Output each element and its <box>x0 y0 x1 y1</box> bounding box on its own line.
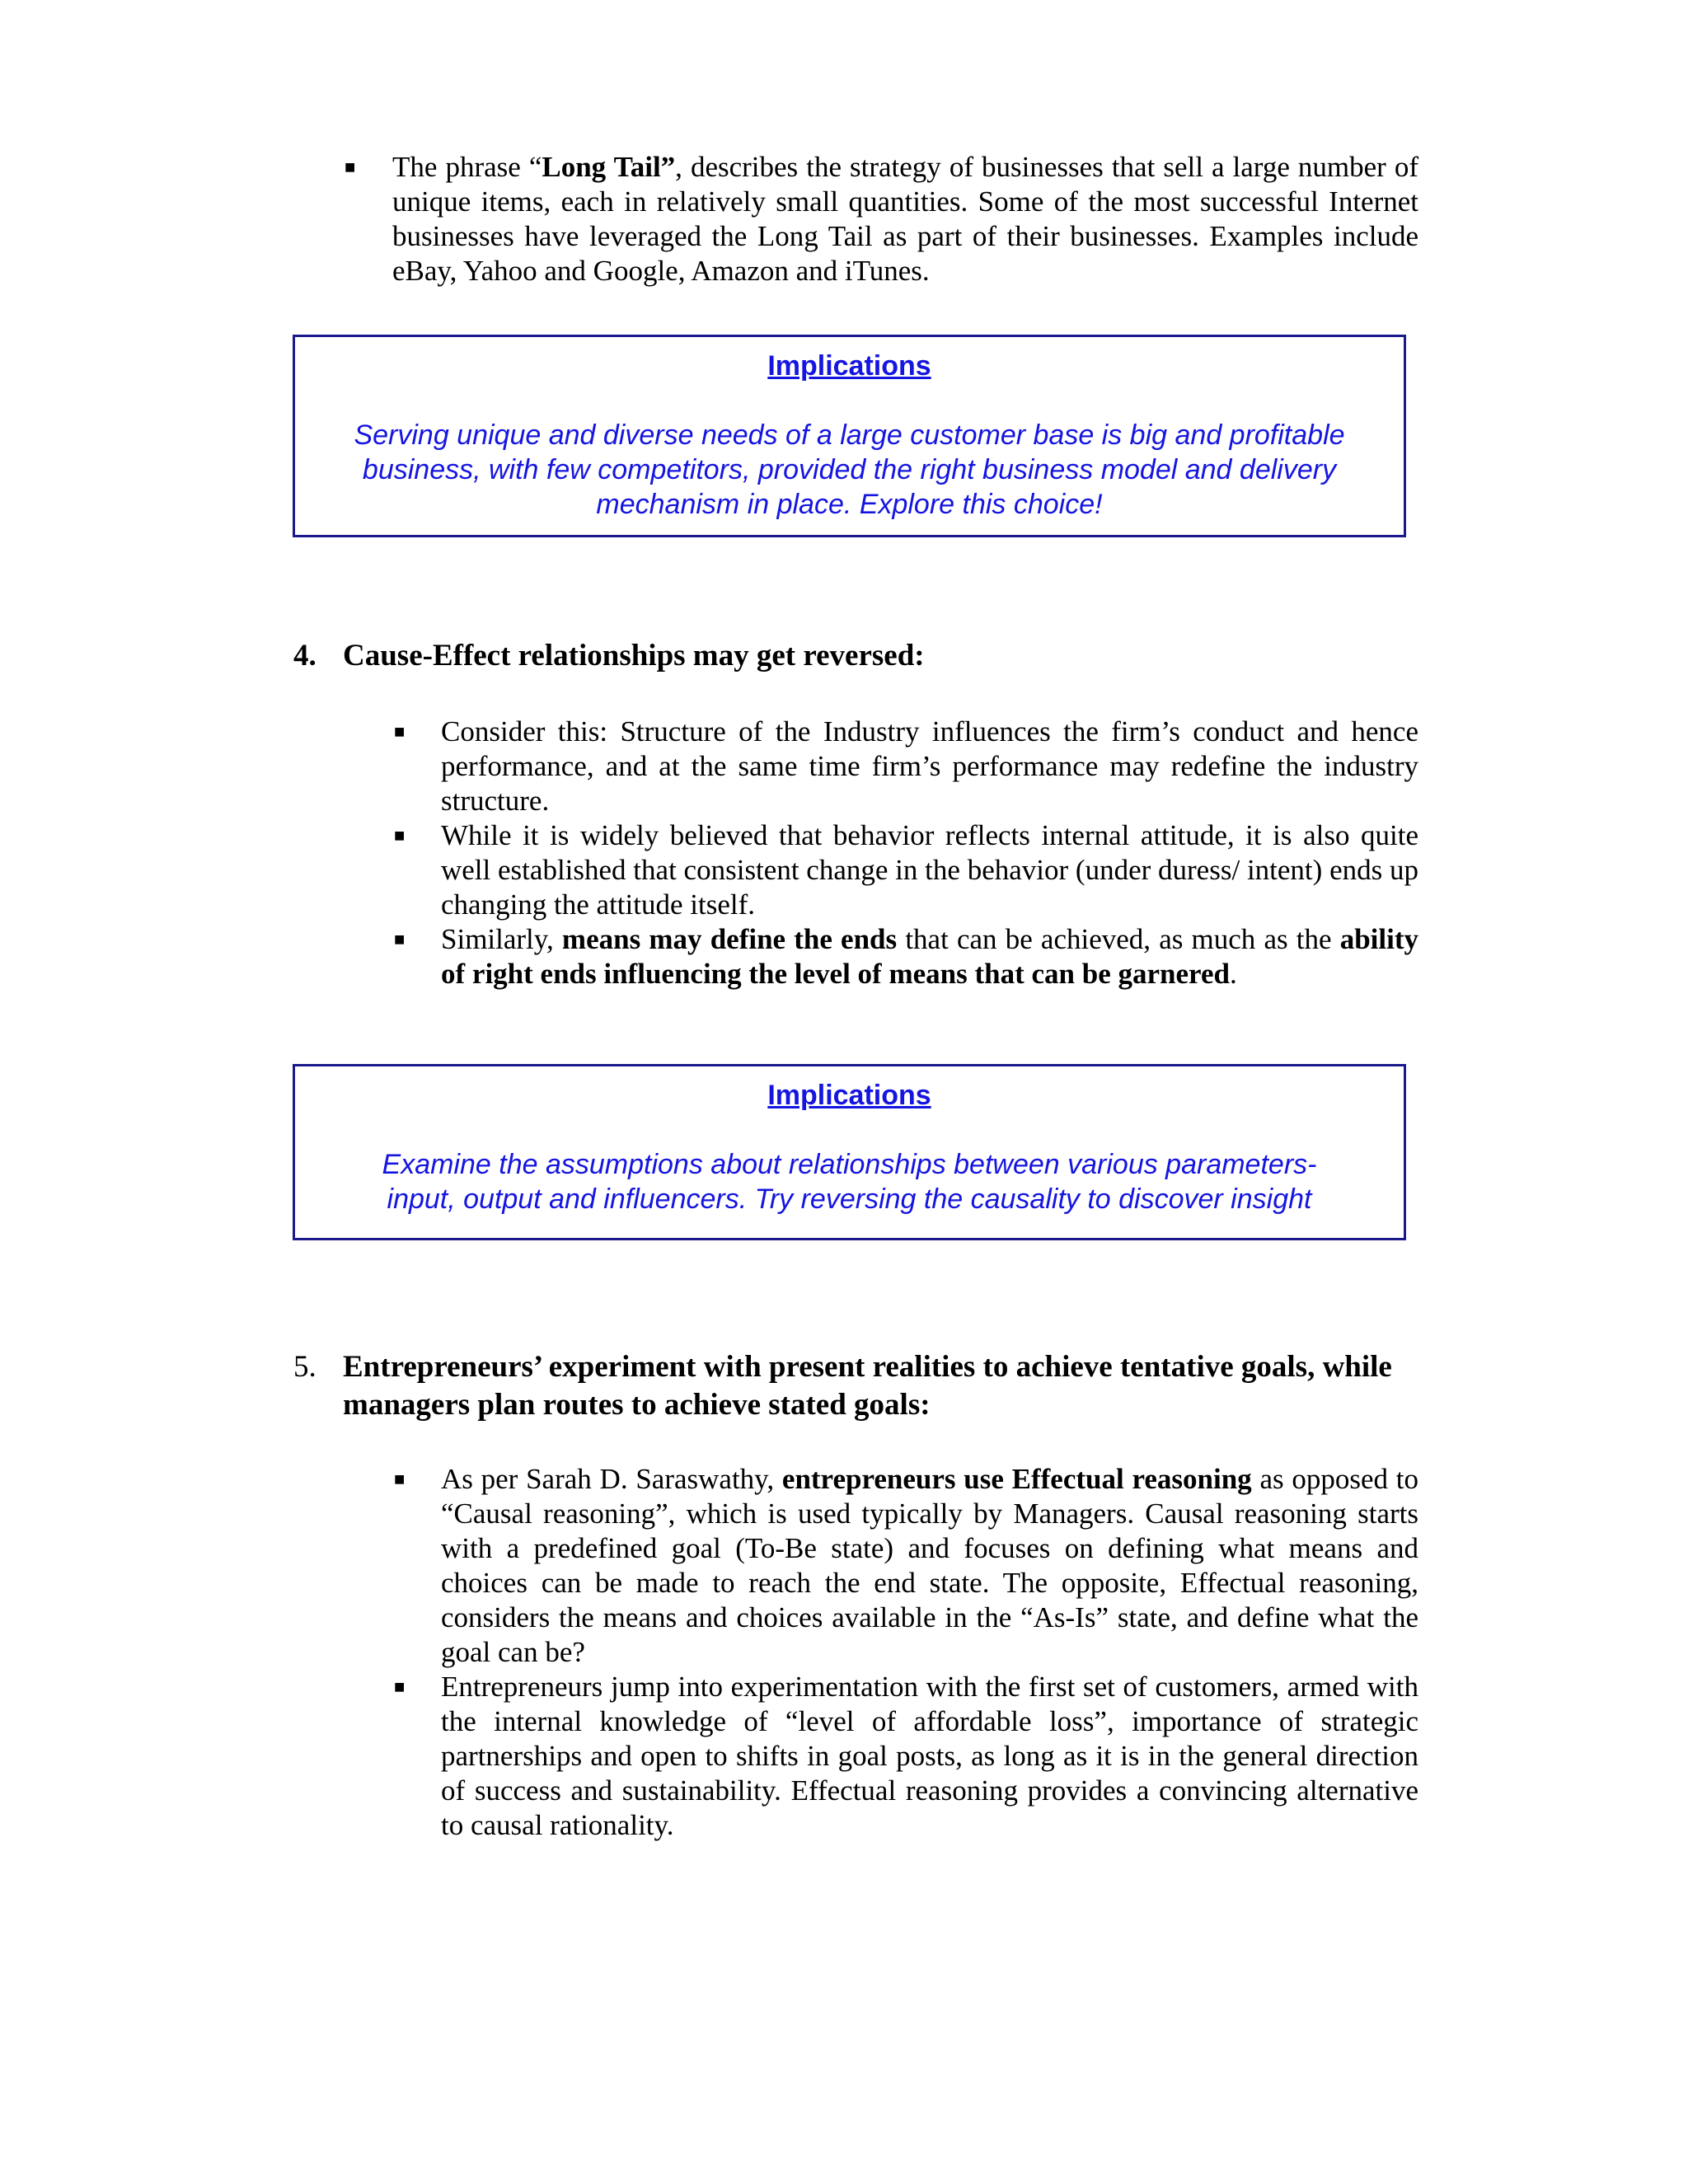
bullet-text: as opposed to “Causal reasoning”, which is used typically by Managers. Causal reasoning starts with a predefined goal (To-Be state) and focuses on defining what means and choices can be made to reach the end state. The opposite, Effectual reasoning, considers the means and choices available in the “As-Is” state, and define what the goal can be? <box>441 1463 1418 1668</box>
implications-body: Serving unique and diverse needs of a large customer base is big and profitable business, with few competitors, provided the right business model and delivery mechanism in place. Explore this choice! <box>354 419 1345 520</box>
bullet-marker: ■ <box>394 1469 406 1489</box>
bullet-text: . <box>1229 958 1237 990</box>
bullet-marker: ■ <box>394 721 406 742</box>
effectual-reasoning-bullet <box>441 1462 1418 1670</box>
cause-effect-bullet-2: While it is widely believed that behavior reflects internal attitude, it is also quite well established that consistent change in the behavior (under duress/ intent) ends up changing the attitude itself. <box>441 819 1418 921</box>
bullet-marker: ■ <box>394 825 406 846</box>
bullet-text: Similarly, <box>441 923 562 955</box>
bullet-bold-text: means may define the ends <box>561 923 898 955</box>
implications-box-1 <box>293 335 1406 537</box>
implications-box-2 <box>293 1064 1406 1240</box>
long-tail-bullet <box>392 150 1418 288</box>
bullet-bold-text: Long Tail” <box>542 151 676 183</box>
bullet-marker: ■ <box>394 1676 406 1697</box>
bullet-text: , describes the strategy of businesses that sell a large number of unique items, each in relatively small quantities. Some of the most successful Internet businesses have leveraged the Long Tail as part of their businesses. Examples include eBay, Yahoo and Google, Amazon and iTunes. <box>392 151 1419 287</box>
bullet-text: The phrase “ <box>392 151 542 183</box>
bullet-marker: ■ <box>394 929 406 949</box>
section-heading: Cause-Effect relationships may get reversed: <box>343 639 925 673</box>
cause-effect-bullet-3 <box>441 922 1418 991</box>
implications-body: Examine the assumptions about relationships between various parameters- input, output and influencers. Try reversing the causality to discover insight <box>382 1149 1317 1215</box>
section-heading: Entrepreneurs’ experiment with present realities to achieve tentative goals, while managers plan routes to achieve stated goals: <box>343 1350 1392 1422</box>
bullet-bold-text: entrepreneurs use Effectual reasoning <box>781 1463 1252 1495</box>
bullet-text: that can be achieved, as much as the <box>897 923 1340 955</box>
bullet-marker: ■ <box>345 157 356 177</box>
section-number: 4. <box>293 639 316 673</box>
implications-title: Implications <box>767 350 931 382</box>
implications-title: Implications <box>767 1080 931 1111</box>
bullet-text: As per Sarah D. Saraswathy, <box>441 1463 782 1495</box>
bullet-bold-text: ability of right ends influencing the level of means that can be garnered <box>441 923 1418 990</box>
cause-effect-bullet-1: Consider this: Structure of the Industry influences the firm’s conduct and hence performance, and at the same time firm’s performance may redefine the industry structure. <box>441 715 1418 817</box>
experimentation-bullet: Entrepreneurs jump into experimentation with the first set of customers, armed with the internal knowledge of “level of affordable loss”, importance of strategic partnerships and open to shifts in goal posts, as long as it is in the general direction of success and sustainability. Effectual reasoning provides a convincing alternative to causal rationality. <box>441 1671 1418 1841</box>
section-number: 5. <box>293 1350 316 1384</box>
